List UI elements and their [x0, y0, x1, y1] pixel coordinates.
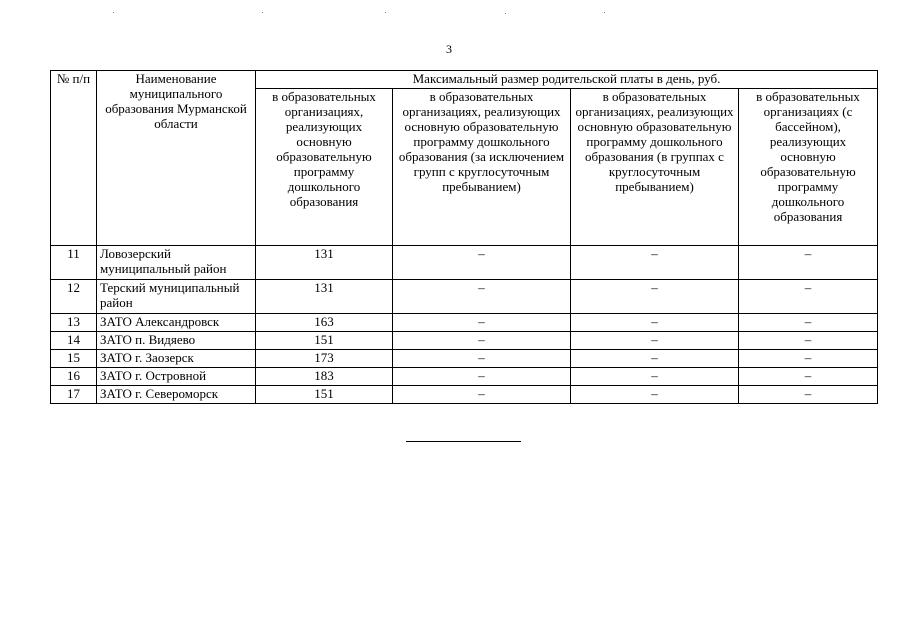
row-value: 131	[256, 280, 393, 314]
scan-speck	[505, 13, 506, 14]
row-value: 131	[256, 246, 393, 280]
row-dash: –	[393, 280, 571, 314]
subheader-2: в образовательных организациях, реализующих основную образовательную программу дошкольного образования (за исключением групп с круглосуточным пребыванием)	[393, 89, 571, 246]
row-dash: –	[739, 368, 878, 386]
row-name: Терский муниципальный район	[97, 280, 256, 314]
row-value: 163	[256, 314, 393, 332]
row-name: ЗАТО г. Североморск	[97, 386, 256, 404]
row-num: 15	[51, 350, 97, 368]
row-dash: –	[571, 368, 739, 386]
row-value: 173	[256, 350, 393, 368]
row-name: ЗАТО г. Заозерск	[97, 350, 256, 368]
row-value: 183	[256, 368, 393, 386]
header-group: Максимальный размер родительской платы в день, руб.	[256, 71, 878, 89]
row-dash: –	[739, 386, 878, 404]
row-dash: –	[393, 314, 571, 332]
scan-speck	[262, 12, 263, 13]
row-num: 11	[51, 246, 97, 280]
table-row	[51, 368, 878, 386]
row-dash: –	[393, 246, 571, 280]
row-num: 14	[51, 332, 97, 350]
subheader-3: в образовательных организациях, реализующих основную образовательную программу дошкольного образования (в группах с круглосуточным пребыванием)	[571, 89, 739, 246]
table-row	[51, 314, 878, 332]
row-name: ЗАТО Александровск	[97, 314, 256, 332]
row-num: 16	[51, 368, 97, 386]
row-value: 151	[256, 386, 393, 404]
row-dash: –	[739, 350, 878, 368]
page-number: 3	[446, 42, 452, 56]
row-dash: –	[571, 314, 739, 332]
row-dash: –	[393, 332, 571, 350]
row-dash: –	[393, 350, 571, 368]
scan-speck	[604, 12, 605, 13]
header-row	[51, 71, 878, 89]
row-dash: –	[739, 332, 878, 350]
table-row	[51, 350, 878, 368]
subheader-1: в образовательных организациях, реализующих основную образовательную программу дошкольного образования	[256, 89, 393, 246]
end-of-document-rule	[406, 441, 521, 442]
row-name: Ловозерский муниципальный район	[97, 246, 256, 280]
row-num: 17	[51, 386, 97, 404]
scan-speck	[113, 12, 114, 13]
row-dash: –	[393, 386, 571, 404]
row-dash: –	[739, 246, 878, 280]
row-dash: –	[393, 368, 571, 386]
fees-table	[50, 70, 878, 404]
row-dash: –	[571, 350, 739, 368]
row-num: 13	[51, 314, 97, 332]
header-num: № п/п	[51, 71, 97, 246]
row-name: ЗАТО п. Видяево	[97, 332, 256, 350]
row-dash: –	[571, 386, 739, 404]
table-row	[51, 332, 878, 350]
row-value: 151	[256, 332, 393, 350]
row-dash: –	[571, 332, 739, 350]
row-dash: –	[739, 280, 878, 314]
table-row	[51, 280, 878, 314]
header-name: Наименование муниципального образования Мурманской области	[97, 71, 256, 246]
row-dash: –	[571, 246, 739, 280]
subheader-4: в образовательных организациях (с бассейном), реализующих основную образовательную программу дошкольного образования	[739, 89, 878, 246]
row-name: ЗАТО г. Островной	[97, 368, 256, 386]
scan-speck	[385, 12, 386, 13]
table-row	[51, 246, 878, 280]
table-row	[51, 386, 878, 404]
row-num: 12	[51, 280, 97, 314]
row-dash: –	[571, 280, 739, 314]
row-dash: –	[739, 314, 878, 332]
